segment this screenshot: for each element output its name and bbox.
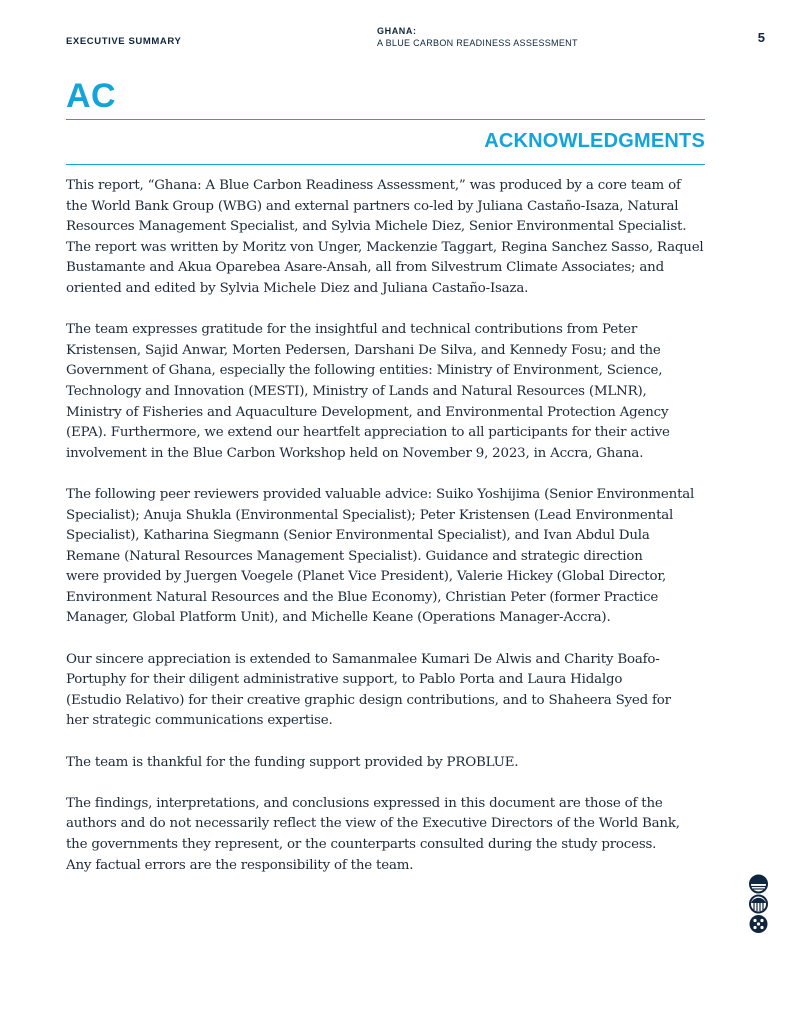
- body-text: [66, 176, 706, 897]
- divider-top: [66, 119, 705, 120]
- blue-carbon-emblem-icon: [748, 874, 769, 934]
- doc-title-line-2: A BLUE CARBON READINESS ASSESSMENT: [377, 38, 578, 48]
- paragraph: The following peer reviewers provided valuable advice: Suiko Yoshijima (Senior Environmental Specialist); Anuja Shukla (Environmental Specialist); Peter Kristensen (Lead Environmental Specialist), Katharina Siegmann (Senior Environmental Specialist), and Ivan Abdul Dula Remane (Natural Resources Management Specialist). Guidance and strategic direction were provided by Juergen Voegele (Planet Vice President), Valerie Hickey (Global Director, Environment Natural Resources and the Blue Economy), Christian Peter (former Practice Manager, Global Platform Unit), and Michelle Keane (Operations Manager-Accra).: [66, 486, 695, 626]
- paragraph: The findings, interpretations, and conclusions expressed in this document are those of the authors and do not necessarily reflect the view of the Executive Directors of the World Bank, the governments they represent, or the counterparts consulted during the study process. Any factual errors are the responsibility of the team.: [66, 795, 680, 873]
- running-header-section: EXECUTIVE SUMMARY: [66, 36, 182, 47]
- paragraph: The team is thankful for the funding support provided by PROBLUE.: [66, 754, 519, 770]
- running-header-doc-title: [377, 25, 578, 49]
- divider-bottom: [66, 164, 705, 165]
- page-title: ACKNOWLEDGMENTS: [484, 130, 705, 152]
- paragraph: This report, “Ghana: A Blue Carbon Readiness Assessment,” was produced by a core team of the World Bank Group (WBG) and external partners co-led by Juliana Castaño-Isaza, Natural Resources Management Specialist, and Sylvia Michele Diez, Senior Environmental Specialist. The report was written by Moritz von Unger, Mackenzie Taggart, Regina Sanchez Sasso, Raquel Bustamante and Akua Oparebea Asare-Ansah, all from Silvestrum Climate Associates; and oriented and edited by Sylvia Michele Diez and Juliana Castaño-Isaza.: [66, 178, 704, 296]
- paragraph: Our sincere appreciation is extended to Samanmalee Kumari De Alwis and Charity Boafo- Portuphy for their diligent administrative support, to Pablo Porta and Laura Hidalgo (Estudio Relativo) for their creative graphic design contributions, and to Shaheera Syed for her strategic communications expertise.: [66, 651, 671, 729]
- section-code: AC: [66, 77, 117, 115]
- paragraph: The team expresses gratitude for the insightful and technical contributions from Peter Kristensen, Sajid Anwar, Morten Pedersen, Darshani De Silva, and Kennedy Fosu; and the Government of Ghana, especially the following entities: Ministry of Environment, Science, Technology and Innovation (MESTI), Ministry of Lands and Natural Resources (MLNR), Ministry of Fisheries and Aquaculture Development, and Environmental Protection Agency (EPA). Furthermore, we extend our heartfelt appreciation to all participants for their active involvement in the Blue Carbon Workshop held on November 9, 2023, in Accra, Ghana.: [66, 322, 670, 461]
- page-number: 5: [757, 30, 765, 45]
- doc-title-line-1: GHANA:: [377, 26, 417, 36]
